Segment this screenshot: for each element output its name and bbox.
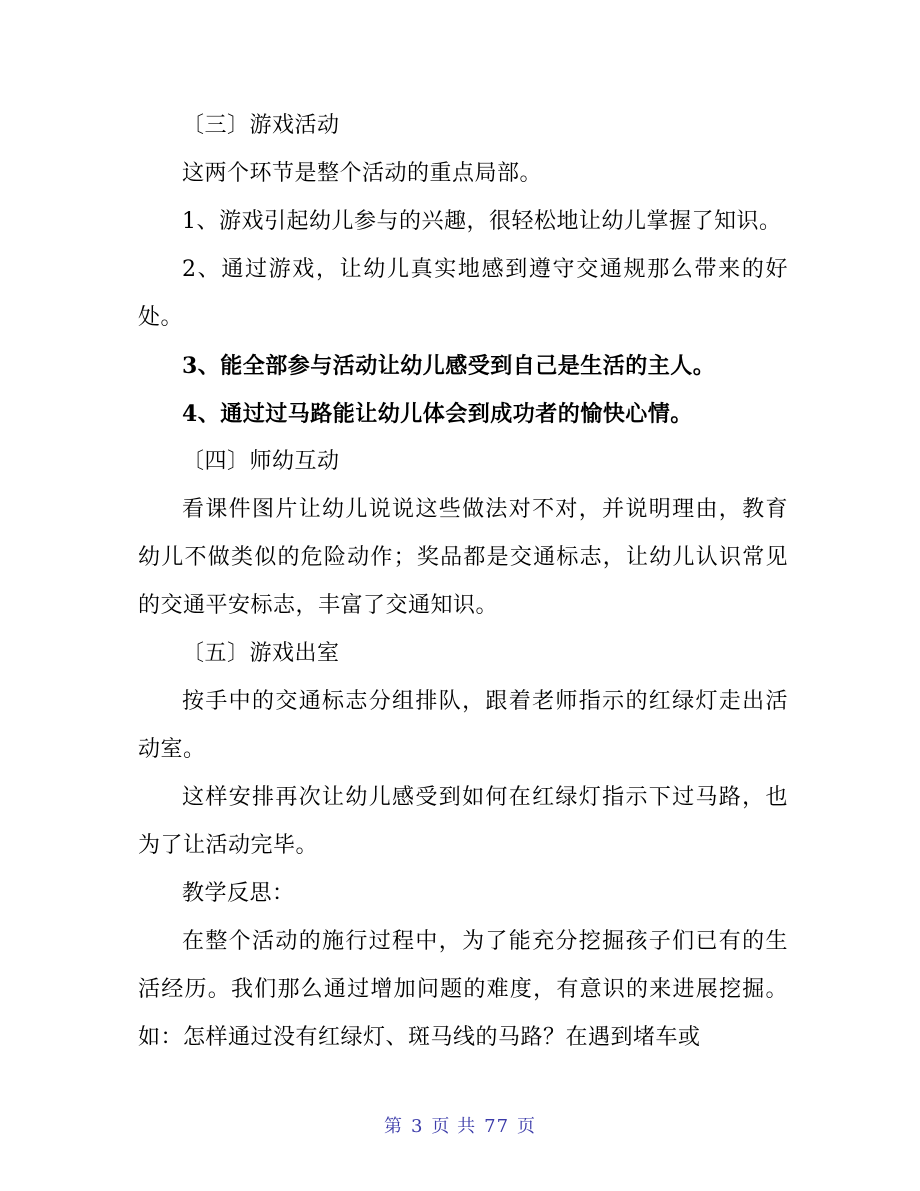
list-item: 1、游戏引起幼儿参与的兴趣，很轻松地让幼儿掌握了知识。	[182, 209, 782, 234]
paragraph: 在整个活动的施行过程中，为了能充分挖掘孩子们已有的生活经历。我们那么通过增加问题的难度，有意识的来进展挖掘。如：怎样通过没有红绿灯、斑马线的马路？在遇到堵车或	[138, 929, 788, 1050]
list-item-bold: 4、通过过马路能让幼儿体会到成功者的愉快心情。	[182, 401, 693, 427]
footer-suffix: 页	[517, 1116, 537, 1137]
paragraph: 按手中的交通标志分组排队，跟着老师指示的红绿灯走出活动室。	[138, 689, 788, 762]
section-heading-teaching-reflection: 教学反思：	[182, 881, 295, 906]
page-number-footer	[0, 1112, 920, 1138]
section-heading-teacher-child-interaction: 〔四〕师幼互动	[182, 449, 340, 474]
section-heading-game-exit: 〔五〕游戏出室	[182, 641, 340, 666]
section-heading-game-activity: 〔三〕游戏活动	[182, 113, 340, 138]
footer-middle: 页 共	[431, 1116, 477, 1137]
footer-page-number: 3	[410, 1116, 424, 1137]
paragraph: 这样安排再次让幼儿感受到如何在红绿灯指示下过马路，也为了让活动完毕。	[138, 785, 788, 858]
footer-total-pages: 77	[484, 1116, 510, 1137]
document-body	[138, 102, 788, 1062]
list-item-bold: 3、能全部参与活动让幼儿感受到自己是生活的主人。	[182, 353, 716, 379]
footer-prefix: 第	[383, 1116, 403, 1137]
list-item: 2、通过游戏，让幼儿真实地感到遵守交通规那么带来的好处。	[138, 257, 788, 330]
paragraph: 看课件图片让幼儿说说这些做法对不对，并说明理由，教育幼儿不做类似的危险动作；奖品都是交通标志，让幼儿认识常见的交通平安标志，丰富了交通知识。	[138, 497, 788, 618]
paragraph: 这两个环节是整个活动的重点局部。	[182, 161, 543, 186]
